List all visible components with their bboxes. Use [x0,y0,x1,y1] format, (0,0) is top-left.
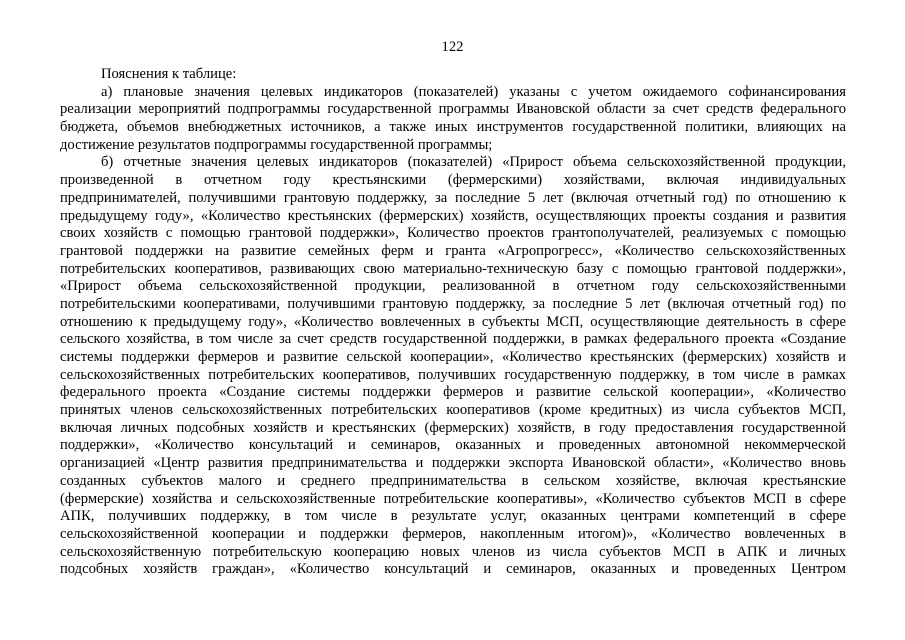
text-line: грантовой поддержки на развитие семейных ферм и гранта «Агропрогресс», «Количество сельскохозяйственных [60,242,846,259]
text-line: сельскохозяйственной кооперации и поддержки фермеров, накопленным итогом)», «Количество вовлеченных в [60,525,846,542]
text-line: реализации мероприятий подпрограммы государственной программы Ивановской области за счет средств федерального [60,101,846,118]
text-line: б) отчетные значения целевых индикаторов (показателей) «Прирост объема сельскохозяйственной продукции, [101,154,846,171]
text-line: сельского хозяйства, в том числе за счет средств государственной поддержки, в рамках федерального проекта «Создание [60,331,846,348]
text-line: включая личных подсобных хозяйств и крестьянских (фермерских) хозяйств, в году предоставления государственной [60,419,846,436]
text-line: предыдущему году», «Количество крестьянских (фермерских) хозяйств, осуществляющих проекты создания и развития [60,207,846,224]
text-line: поддержки», «Количество консультаций и семинаров, оказанных и проведенных автономной некоммерческой [60,437,846,454]
document-body [60,66,846,579]
text-line: принятых членов сельскохозяйственных потребительских кооперативов (кроме кредитных) из числа субъектов МСП, [60,402,846,419]
text-line: «Прирост объема сельскохозяйственной продукции, реализованной в отчетном году сельскохозяйственными [60,278,846,295]
text-line: федерального проекта «Создание системы поддержки фермеров и развитие сельской кооперации», «Количество [60,384,846,401]
text-line: произведенной в отчетном году крестьянскими (фермерскими) хозяйствами, включая индивидуальных [60,172,846,189]
page-number: 122 [441,39,464,55]
text-line: подсобных хозяйств граждан», «Количество консультаций и семинаров, оказанных и проведенных Центром [60,561,846,578]
text-line: бюджета, объемов внебюджетных источников, а также иных инструментов государственной политики, влияющих на [60,119,846,136]
text-line: своих хозяйств с помощью грантовой поддержки», Количество проектов грантополучателей, реализуемых с помощью [60,225,846,242]
text-line: системы поддержки фермеров и развитие сельской кооперации», «Количество крестьянских (фермерских) хозяйств и [60,349,846,365]
text-line: сельскохозяйственную потребительскую кооперацию новых членов из числа субъектов МСП в АПК и личных [60,543,846,560]
text-line: АПК, получивших поддержку, в том числе в результате услуг, оказанных центрами компетенций в сфере [60,508,846,525]
text-line: созданных субъектов малого и среднего предпринимательства в сельском хозяйстве, включая крестьянские [60,472,846,489]
text-line: (фермерские) хозяйства и сельскохозяйственные потребительские кооперативы», «Количество субъектов МСП в сфере [60,490,846,507]
text-line: предпринимателей, получившими грантовую поддержку, за последние 5 лет (включая отчетный год) по отношению к [60,189,846,206]
text-line: организацией «Центр развития предпринимательства и поддержки экспорта Ивановской области», «Количество вновь [60,455,846,472]
text-line: сельскохозяйственных потребительских кооперативов, получивших государственную поддержку, в том числе в рамках [60,366,846,383]
text-line: потребительскими кооперативами, получившими грантовую поддержку, за последние 5 лет (включая отчетный год) по [60,295,846,312]
text-line: Пояснения к таблице: [101,66,237,82]
text-line: а) плановые значения целевых индикаторов (показателей) указаны с учетом ожидаемого софинансирования [101,83,846,100]
text-line: отношению к предыдущему году», «Количество вовлеченных в субъекты МСП, осуществляющие деятельность в сфере [60,313,846,330]
text-line: потребительских кооперативов, развивающих свою материально-техническую базу с помощью грантовой поддержки», [60,260,846,277]
text-line: достижение результатов подпрограммы государственной программы; [60,136,493,153]
